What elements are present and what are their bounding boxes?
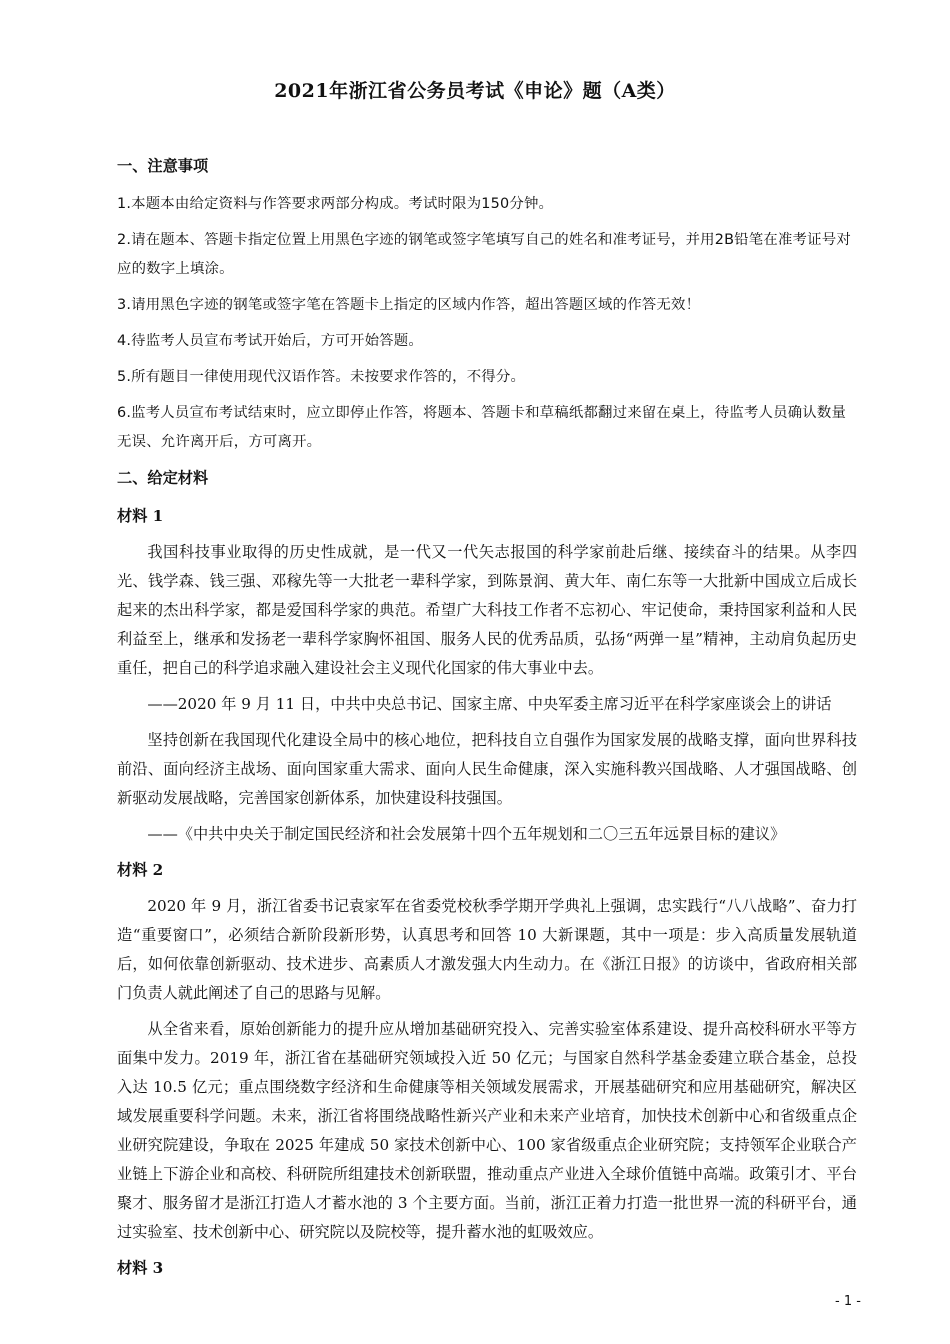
notice-item-4: 4.待监考人员宣布考试开始后，方可开始答题。 xyxy=(117,333,423,349)
material-2-label: 材料 2 xyxy=(117,861,164,879)
document-body xyxy=(117,152,857,1290)
material-1-source-2: ——《中共中央关于制定国民经济和社会发展第十四个五年规划和二〇三五年远景目标的建议》 xyxy=(147,825,786,843)
notice-item-6: 6.监考人员宣布考试结束时，应立即停止作答，将题本、答题卡和草稿纸都翻过来留在桌上，待监考人员确认数量无误、允许离开后，方可离开。 xyxy=(117,405,847,450)
material-1-source-1: ——2020 年 9 月 11 日，中共中央总书记、国家主席、中央军委主席习近平在科学家座谈会上的讲话 xyxy=(147,695,832,713)
document-title: 2021年浙江省公务员考试《申论》题（A类） xyxy=(274,80,676,102)
notice-item-3: 3.请用黑色字迹的钢笔或签字笔在答题卡上指定的区域内作答，超出答题区域的作答无效！ xyxy=(117,297,701,313)
material-3-label: 材料 3 xyxy=(117,1259,164,1277)
section-heading-notices: 一、注意事项 xyxy=(117,157,209,175)
section-heading-materials: 二、给定材料 xyxy=(117,469,209,487)
notice-item-2: 2.请在题本、答题卡指定位置上用黑色字迹的钢笔或签字笔填写自己的姓名和准考证号，并用2B铅笔在准考证号对应的数字上填涂。 xyxy=(117,232,851,277)
notice-item-1: 1.本题本由给定资料与作答要求两部分构成。考试时限为150分钟。 xyxy=(117,196,554,212)
notice-item-5: 5.所有题目一律使用现代汉语作答。未按要求作答的，不得分。 xyxy=(117,369,526,385)
material-1-label: 材料 1 xyxy=(117,507,164,525)
material-1-paragraph-2: 坚持创新在我国现代化建设全局中的核心地位，把科技自立自强作为国家发展的战略支撑，面向世界科技前沿、面向经济主战场、面向国家重大需求、面向人民生命健康，深入实施科教兴国战略、人才强国战略、创新驱动发展战略，完善国家创新体系，加快建设科技强国。 xyxy=(117,731,857,807)
page-number: - 1 - xyxy=(835,1294,861,1309)
material-2-paragraph-1: 2020 年 9 月，浙江省委书记袁家军在省委党校秋季学期开学典礼上强调，忠实践行“八八战略”、奋力打造“重要窗口”，必须结合新阶段新形势，认真思考和回答 10 大新课题，其中一项是：步入高质量发展轨道后，如何依靠创新驱动、技术进步、高素质人才激发强大内生动力。在《浙江日报》的访谈中，省政府相关部门负责人就此阐述了自己的思路与见解。 xyxy=(117,897,857,1002)
material-1-paragraph-1: 我国科技事业取得的历史性成就，是一代又一代矢志报国的科学家前赴后继、接续奋斗的结果。从李四光、钱学森、钱三强、邓稼先等一大批老一辈科学家，到陈景润、黄大年、南仁东等一大批新中国成立后成长起来的杰出科学家，都是爱国科学家的典范。希望广大科技工作者不忘初心、牢记使命，秉持国家利益和人民利益至上，继承和发扬老一辈科学家胸怀祖国、服务人民的优秀品质，弘扬“两弹一星”精神，主动肩负起历史重任，把自己的科学追求融入建设社会主义现代化国家的伟大事业中去。 xyxy=(117,543,857,677)
material-2-paragraph-2: 从全省来看，原始创新能力的提升应从增加基础研究投入、完善实验室体系建设、提升高校科研水平等方面集中发力。2019 年，浙江省在基础研究领域投入近 50 亿元；与国家自然科学基金委建立联合基金，总投入达 10.5 亿元；重点围绕数字经济和生命健康等相关领域发展需求，开展基础研究和应用基础研究，解决区域发展重要科学问题。未来，浙江省将围绕战略性新兴产业和未来产业培育，加快技术创新中心和省级重点企业研究院建设，争取在 2025 年建成 50 家技术创新中心、100 家省级重点企业研究院；支持领军企业联合产业链上下游企业和高校、科研院所组建技术创新联盟，推动重点产业进入全球价值链中高端。政策引才、平台聚才、服务留才是浙江打造人才蓄水池的 3 个主要方面。当前，浙江正着力打造一批世界一流的科研平台，通过实验室、技术创新中心、研究院以及院校等，提升蓄水池的虹吸效应。 xyxy=(117,1020,857,1241)
